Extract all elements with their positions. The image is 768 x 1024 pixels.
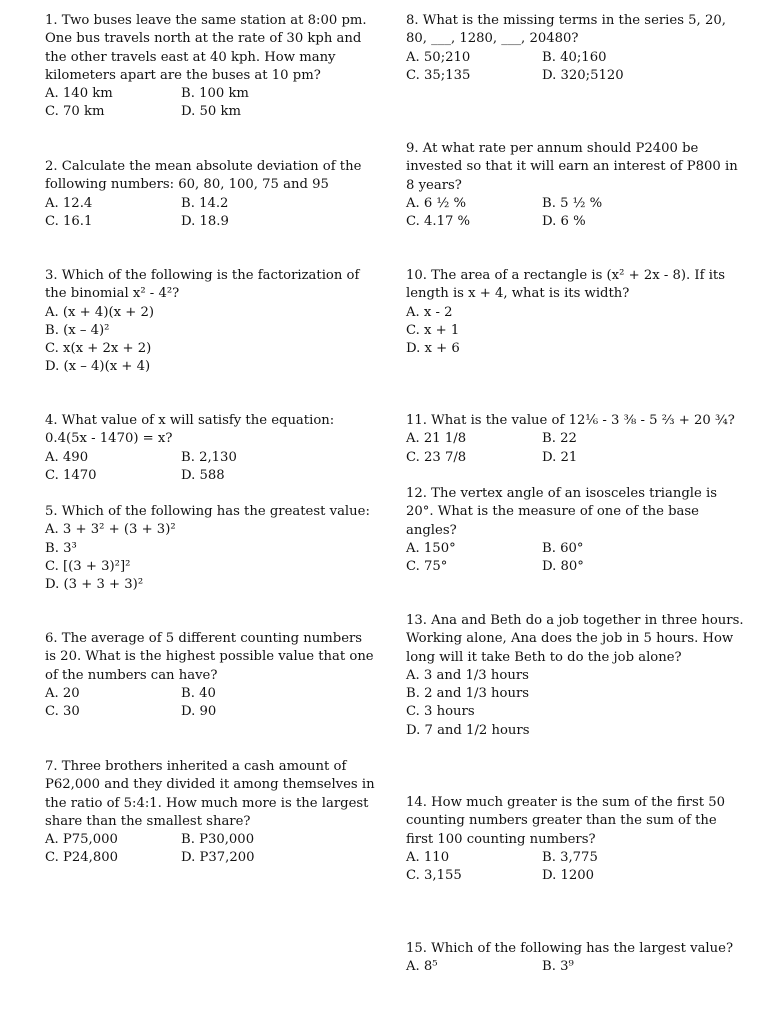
option-b[interactable]: B. 3,775 xyxy=(542,849,598,865)
question-stem: 5. Which of the following has the greatest value: xyxy=(45,504,370,519)
option-a[interactable]: A. 20 xyxy=(45,685,80,701)
option-a[interactable]: A. 21 1/8 xyxy=(406,431,467,447)
question-10 xyxy=(406,267,746,358)
option-c[interactable]: C. 35;135 xyxy=(406,67,471,83)
question-stem: 2. Calculate the mean absolute deviation of the following numbers: 60, 80, 100, 75 and 95 xyxy=(45,159,362,193)
answer-options xyxy=(406,430,746,467)
answer-options xyxy=(45,195,375,232)
option-b[interactable]: B. 100 km xyxy=(181,86,249,102)
option-d[interactable]: D. P37,200 xyxy=(181,850,255,866)
answer-options xyxy=(45,304,375,377)
question-stem: 3. Which of the following is the factorization of the binomial x² - 4²? xyxy=(45,268,360,302)
question-15 xyxy=(406,940,746,977)
option-c[interactable]: C. P24,800 xyxy=(45,850,119,866)
option-b[interactable]: B. 5 ½ % xyxy=(542,195,603,211)
answer-options xyxy=(406,667,746,740)
option-b[interactable]: B. 40 xyxy=(181,685,216,701)
option-a[interactable]: A. 12.4 xyxy=(45,195,93,211)
option-d[interactable]: D. 50 km xyxy=(181,104,241,120)
question-stem: 6. The average of 5 different counting numbers is 20. What is the highest possible value that one of the numbers can have? xyxy=(45,631,374,683)
question-stem: 12. The vertex angle of an isosceles triangle is 20°. What is the measure of one of the base angles? xyxy=(406,486,717,538)
answer-options xyxy=(45,449,375,486)
option-b[interactable]: B. 2 and 1/3 hours xyxy=(406,686,530,702)
option-d[interactable]: D. 6 % xyxy=(542,214,586,230)
option-c[interactable]: C. 75° xyxy=(406,559,448,575)
option-d[interactable]: D. (x – 4)(x + 4) xyxy=(45,359,151,375)
option-a[interactable]: A. 3 and 1/3 hours xyxy=(406,667,529,683)
question-6 xyxy=(45,630,375,721)
question-stem: 9. At what rate per annum should P2400 be invested so that it will earn an interest of P800 in 8 years? xyxy=(406,141,738,193)
option-a[interactable]: A. 6 ½ % xyxy=(406,195,466,211)
option-a[interactable]: A. (x + 4)(x + 2) xyxy=(45,304,155,320)
option-a[interactable]: A. 490 xyxy=(45,449,89,465)
option-d[interactable]: D. (3 + 3 + 3)² xyxy=(45,577,144,593)
answer-options xyxy=(406,304,746,359)
option-a[interactable]: A. 140 km xyxy=(45,86,113,102)
option-d[interactable]: D. 21 xyxy=(542,449,578,465)
answer-options xyxy=(406,195,746,232)
question-13 xyxy=(406,612,746,740)
option-c[interactable]: C. x(x + 2x + 2) xyxy=(45,341,152,357)
option-b[interactable]: B. 14.2 xyxy=(181,195,229,211)
answer-options xyxy=(45,85,375,122)
option-c[interactable]: C. 1470 xyxy=(45,467,97,483)
question-8 xyxy=(406,12,746,85)
option-c[interactable]: C. 3 hours xyxy=(406,704,475,720)
question-stem: 10. The area of a rectangle is (x² + 2x - 8). If its length is x + 4, what is its width? xyxy=(406,268,725,302)
option-a[interactable]: A. 110 xyxy=(406,849,450,865)
question-14 xyxy=(406,794,746,885)
answer-options xyxy=(45,521,375,594)
option-a[interactable]: A. x - 2 xyxy=(406,304,453,320)
answer-options xyxy=(406,958,746,976)
option-d[interactable]: D. 320;5120 xyxy=(542,67,624,83)
option-c[interactable]: C. x + 1 xyxy=(406,322,460,338)
question-7 xyxy=(45,758,375,868)
question-9 xyxy=(406,140,746,231)
option-b[interactable]: B. 22 xyxy=(542,431,577,447)
question-5 xyxy=(45,503,375,594)
option-d[interactable]: D. 7 and 1/2 hours xyxy=(406,722,530,738)
option-c[interactable]: C. 16.1 xyxy=(45,213,93,229)
option-a[interactable]: A. 8⁵ xyxy=(406,959,438,975)
question-3 xyxy=(45,267,375,377)
option-c[interactable]: C. 4.17 % xyxy=(406,214,471,230)
option-d[interactable]: D. x + 6 xyxy=(406,341,460,357)
option-b[interactable]: B. 60° xyxy=(542,540,584,556)
option-d[interactable]: D. 18.9 xyxy=(181,213,229,229)
option-b[interactable]: B. 2,130 xyxy=(181,449,237,465)
answer-options xyxy=(406,540,746,577)
option-a[interactable]: A. P75,000 xyxy=(45,832,118,848)
question-stem: 4. What value of x will satisfy the equation: 0.4(5x - 1470) = x? xyxy=(45,413,335,447)
question-stem: 13. Ana and Beth do a job together in three hours. Working alone, Ana does the job in 5 hours. How long will it take Beth to do the job alone? xyxy=(406,613,744,665)
option-d[interactable]: D. 90 xyxy=(181,704,217,720)
question-11 xyxy=(406,412,746,467)
question-1 xyxy=(45,12,375,122)
option-d[interactable]: D. 80° xyxy=(542,559,584,575)
option-b[interactable]: B. 3³ xyxy=(45,540,77,556)
option-a[interactable]: A. 150° xyxy=(406,540,456,556)
question-stem: 1. Two buses leave the same station at 8:00 pm. One bus travels north at the rate of 30 kph and the other travels east at 40 kph. How many kilometers apart are the buses at 10 pm? xyxy=(45,13,367,83)
question-stem: 8. What is the missing terms in the series 5, 20, 80, ___, 1280, ___, 20480? xyxy=(406,13,726,47)
question-stem: 15. Which of the following has the largest value? xyxy=(406,941,734,956)
option-c[interactable]: C. 23 7/8 xyxy=(406,449,467,465)
option-c[interactable]: C. [(3 + 3)²]² xyxy=(45,558,131,574)
answer-options xyxy=(406,49,746,86)
question-stem: 11. What is the value of 12⅙ - 3 ⅜ - 5 ⅔ + 20 ¾? xyxy=(406,413,735,428)
question-4 xyxy=(45,412,375,485)
question-2 xyxy=(45,158,375,231)
option-c[interactable]: C. 3,155 xyxy=(406,868,462,884)
answer-options xyxy=(406,849,746,886)
option-a[interactable]: A. 50;210 xyxy=(406,49,471,65)
option-c[interactable]: C. 70 km xyxy=(45,104,105,120)
option-d[interactable]: D. 1200 xyxy=(542,868,595,884)
question-12 xyxy=(406,485,746,576)
option-b[interactable]: B. 40;160 xyxy=(542,49,607,65)
option-b[interactable]: B. (x – 4)² xyxy=(45,322,110,338)
question-stem: 14. How much greater is the sum of the first 50 counting numbers greater than the sum of the first 100 counting numbers? xyxy=(406,795,726,847)
answer-options xyxy=(45,685,375,722)
option-a[interactable]: A. 3 + 3² + (3 + 3)² xyxy=(45,522,176,538)
option-b[interactable]: B. P30,000 xyxy=(181,832,255,848)
option-d[interactable]: D. 588 xyxy=(181,467,225,483)
option-b[interactable]: B. 3⁹ xyxy=(542,959,574,975)
answer-options xyxy=(45,831,375,868)
question-stem: 7. Three brothers inherited a cash amount of P62,000 and they divided it among themselves in the ratio of 5:4:1. How much more is the largest share than the smallest share? xyxy=(45,759,375,829)
option-c[interactable]: C. 30 xyxy=(45,704,80,720)
